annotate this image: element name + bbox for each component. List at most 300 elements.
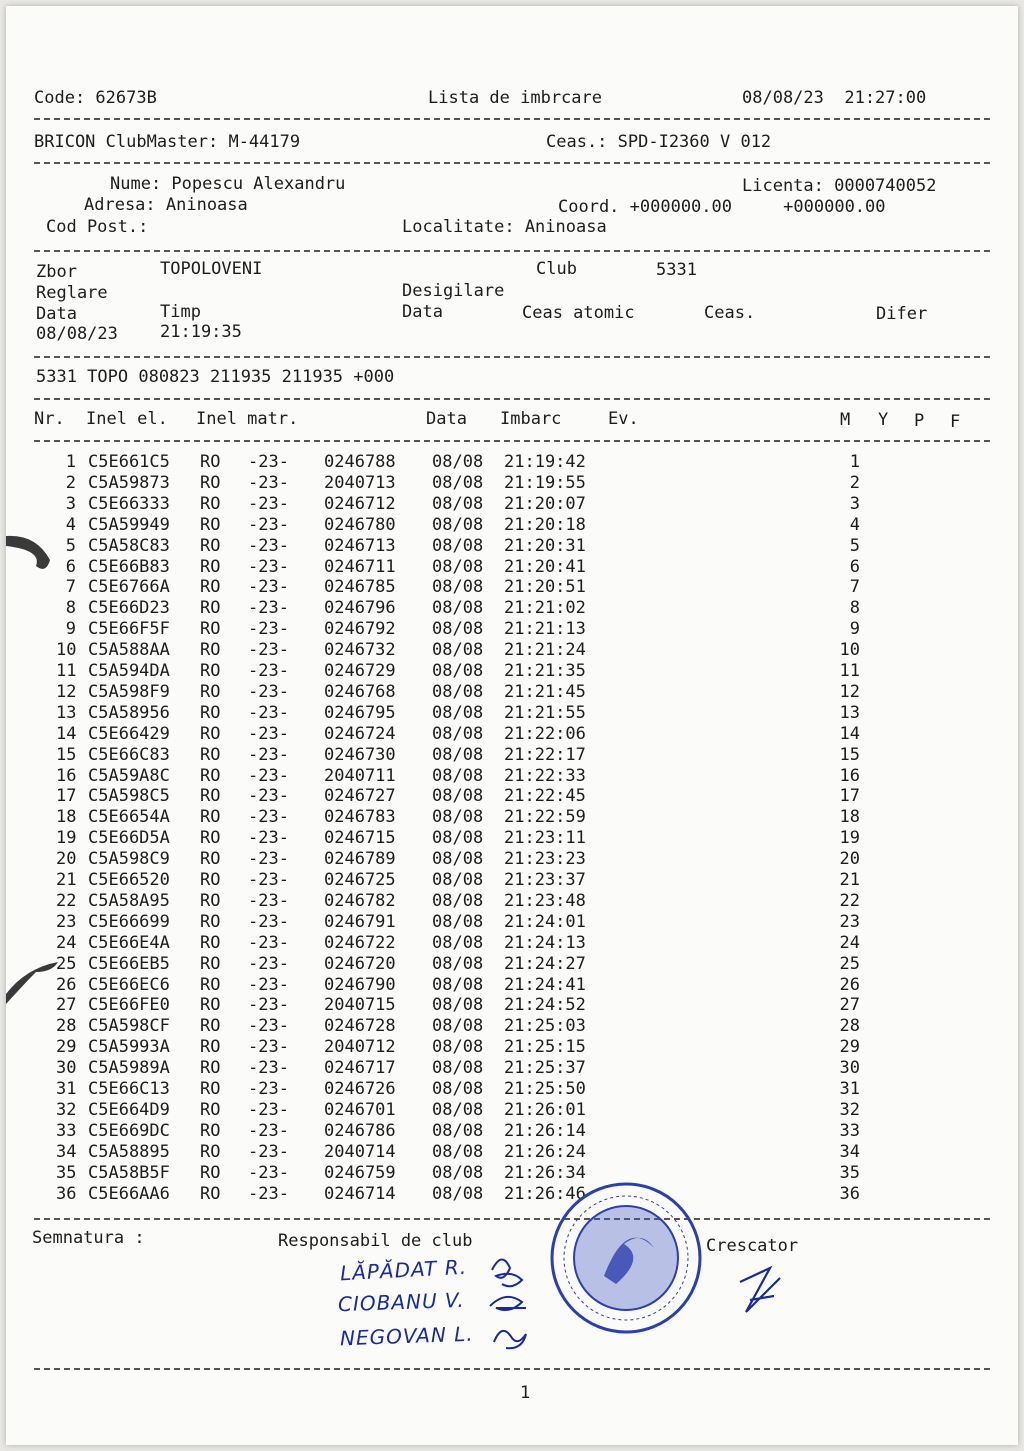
desigilare-data-label: Data [402,302,443,322]
ring-year: -23- [248,619,289,640]
m-rank: 7 [849,577,860,598]
electronic-ring: C5E66F5F [88,619,170,640]
ring-matriculation: 0246759 [324,1162,396,1183]
basket-time: 21:25:15 [504,1037,586,1058]
row-number: 36 [56,1183,77,1204]
row-number: 20 [56,849,77,870]
ring-matriculation: 0246715 [324,828,396,849]
ring-year: -23- [248,556,289,577]
basket-date: 08/08 [432,1120,484,1141]
ring-year: -23- [248,807,289,828]
basket-date: 08/08 [432,744,484,765]
ring-year: -23- [248,1162,289,1183]
m-rank: 15 [839,744,860,765]
owner-address: Adresa: Aninoasa [84,195,248,215]
ring-year: -23- [248,995,289,1016]
ring-year: -23- [248,786,289,807]
basket-time: 21:25:03 [504,1016,586,1037]
ring-matriculation: 0246790 [324,974,396,995]
ring-year: -23- [248,890,289,911]
ring-matriculation: 0246713 [324,535,396,556]
table-row [34,1163,994,1184]
table-row [34,849,994,870]
m-rank: 35 [839,1162,860,1183]
row-number: 12 [56,681,77,702]
m-rank: 31 [839,1079,860,1099]
electronic-ring: C5E66B83 [88,556,170,577]
club-label: Club [536,259,577,279]
electronic-ring: C5A598C9 [88,849,170,870]
col-header-m: M [840,410,851,430]
ring-country: RO [200,974,221,995]
row-number: 15 [56,744,77,765]
basket-date: 08/08 [432,681,484,702]
signature-scribbles [482,1250,552,1360]
ring-year: -23- [248,1120,289,1141]
ring-matriculation: 0246732 [324,640,396,661]
ring-country: RO [200,1120,221,1141]
table-row [34,682,994,703]
ring-country: RO [200,911,221,932]
electronic-ring: C5A59A8C [88,765,170,786]
binding-mark-icon [6,526,66,586]
m-rank: 29 [839,1037,860,1058]
m-rank: 11 [839,661,860,681]
ring-country: RO [200,890,221,911]
ring-matriculation: 0246788 [324,452,396,472]
electronic-ring: C5E66C13 [88,1079,170,1099]
table-row [34,1100,994,1121]
electronic-ring: C5A58C83 [88,535,170,556]
reglare-label: Reglare [36,283,108,303]
ring-matriculation: 2040711 [324,765,396,786]
col-header-inel-el: Inel el. [86,409,168,429]
basket-date: 08/08 [432,870,484,890]
ring-country: RO [200,1016,221,1037]
table-row [34,473,994,494]
club-value: 5331 [656,260,697,280]
ring-matriculation: 0246795 [324,702,396,723]
electronic-ring: C5E66333 [88,493,170,514]
m-rank: 3 [849,493,860,514]
basket-time: 21:22:17 [504,744,586,765]
table-row [34,619,994,640]
basket-time: 21:26:01 [504,1099,586,1120]
m-rank: 28 [839,1016,860,1037]
ring-matriculation: 0246791 [324,911,396,932]
ring-country: RO [200,1099,221,1120]
basket-date: 08/08 [432,702,484,723]
col-header-y: Y [878,410,889,430]
electronic-ring: C5E66EB5 [88,953,170,974]
basket-date: 08/08 [432,932,484,953]
ring-country: RO [200,535,221,556]
ring-matriculation: 2040713 [324,472,396,493]
ring-matriculation: 0246786 [324,1120,396,1141]
m-rank: 17 [839,786,860,807]
reglare-timp-label: Timp [160,302,201,322]
ring-country: RO [200,807,221,828]
ring-country: RO [200,1058,221,1079]
ring-country: RO [200,723,221,744]
table-row [34,870,994,891]
m-rank: 12 [839,681,860,702]
basket-time: 21:23:37 [504,870,586,890]
electronic-ring: C5E66520 [88,870,170,890]
ring-matriculation: 0246792 [324,619,396,640]
electronic-ring: C5E6766A [88,577,170,598]
handwritten-name-3: NEGOVAN L. [339,1321,475,1351]
desigilare-label: Desigilare [402,281,505,301]
document-title: Lista de imbrcare [428,88,602,108]
clubmaster-id: BRICON ClubMaster: M-44179 [34,132,301,152]
basket-time: 21:25:50 [504,1079,586,1099]
basket-time: 21:21:55 [504,702,586,723]
electronic-ring: C5A598C5 [88,786,170,807]
m-rank: 23 [839,911,860,932]
ring-matriculation: 0246712 [324,493,396,514]
col-header-nr: Nr. [34,409,65,429]
ring-year: -23- [248,765,289,786]
basket-time: 21:20:18 [504,514,586,535]
basket-date: 08/08 [432,1099,484,1120]
m-rank: 20 [839,849,860,870]
electronic-ring: C5A598F9 [88,681,170,702]
electronic-ring: C5E6654A [88,807,170,828]
ring-matriculation: 0246780 [324,514,396,535]
row-number: 29 [56,1037,77,1058]
basket-time: 21:21:35 [504,661,586,681]
basket-date: 08/08 [432,828,484,849]
ring-year: -23- [248,577,289,598]
ring-country: RO [200,849,221,870]
basket-date: 08/08 [432,472,484,493]
col-header-imbarc: Imbarc [500,409,562,429]
ring-country: RO [200,870,221,890]
ring-country: RO [200,619,221,640]
table-row [34,1037,994,1058]
ring-year: -23- [248,1141,289,1162]
electronic-ring: C5A58895 [88,1141,170,1162]
ring-matriculation: 0246728 [324,1016,396,1037]
ring-year: -23- [248,849,289,870]
ring-matriculation: 0246729 [324,661,396,681]
table-row [34,640,994,661]
row-number: 2 [65,472,76,493]
reglare-data-label: Data [36,304,77,324]
ring-matriculation: 0246701 [324,1099,396,1120]
ring-year: -23- [248,974,289,995]
row-number: 31 [56,1079,77,1099]
row-number: 11 [56,661,77,681]
electronic-ring: C5E66429 [88,723,170,744]
m-rank: 16 [839,765,860,786]
col-header-f: F [950,412,961,432]
basket-date: 08/08 [432,890,484,911]
table-row [34,494,994,515]
divider [34,440,990,442]
difference-label: Difer [876,304,928,324]
basket-time: 21:23:11 [504,828,586,849]
m-rank: 27 [839,995,860,1016]
page-number: 1 [520,1383,531,1403]
basket-date: 08/08 [432,493,484,514]
ring-year: -23- [248,1016,289,1037]
ring-matriculation: 0246720 [324,953,396,974]
ring-matriculation: 0246768 [324,681,396,702]
code-label: Code: 62673B [34,88,157,108]
m-rank: 1 [849,452,860,472]
ring-country: RO [200,514,221,535]
row-number: 1 [65,452,76,472]
ring-country: RO [200,1141,221,1162]
table-row [34,975,994,996]
divider [34,250,990,252]
row-number: 13 [56,702,77,723]
basket-date: 08/08 [432,1162,484,1183]
row-number: 9 [65,619,76,640]
electronic-ring: C5A5993A [88,1037,170,1058]
ring-matriculation: 0246727 [324,786,396,807]
row-number: 28 [56,1016,77,1037]
table-row [34,1184,994,1205]
clock-id: Ceas.: SPD-I2360 V 012 [546,132,772,152]
owner-license: Licenta: 0000740052 [742,176,937,196]
ring-year: -23- [248,1099,289,1120]
table-row [34,766,994,787]
basket-time: 21:21:45 [504,681,586,702]
row-number: 27 [56,995,77,1016]
basket-date: 08/08 [432,911,484,932]
m-rank: 22 [839,890,860,911]
ring-matriculation: 0246796 [324,598,396,619]
table-row [34,891,994,912]
basket-date: 08/08 [432,514,484,535]
m-rank: 26 [839,974,860,995]
basket-date: 08/08 [432,807,484,828]
basket-date: 08/08 [432,535,484,556]
basket-time: 21:22:59 [504,807,586,828]
table-row [34,724,994,745]
basket-date: 08/08 [432,1079,484,1099]
row-number: 17 [56,786,77,807]
m-rank: 24 [839,932,860,953]
print-datetime: 08/08/23 21:27:00 [742,88,927,108]
ring-year: -23- [248,1183,289,1204]
electronic-ring: C5E669DC [88,1120,170,1141]
ring-matriculation: 0246725 [324,870,396,890]
flight-value: TOPOLOVENI [160,259,263,279]
breeder-signature [730,1260,790,1324]
ring-matriculation: 2040712 [324,1037,396,1058]
electronic-ring: C5E66E4A [88,932,170,953]
basket-time: 21:26:24 [504,1141,586,1162]
divider [34,162,990,164]
basket-date: 08/08 [432,953,484,974]
m-rank: 36 [839,1183,860,1204]
table-row [34,954,994,975]
electronic-ring: C5E66C83 [88,744,170,765]
owner-locality: Localitate: Aninoasa [402,217,607,237]
m-rank: 30 [839,1058,860,1079]
ring-year: -23- [248,702,289,723]
col-header-inel-matr: Inel matr. [196,409,299,429]
m-rank: 5 [849,535,860,556]
basket-time: 21:26:34 [504,1162,586,1183]
ring-year: -23- [248,535,289,556]
basket-date: 08/08 [432,1141,484,1162]
basket-time: 21:20:31 [504,535,586,556]
row-number: 8 [65,598,76,619]
basket-time: 21:22:45 [504,786,586,807]
table-row [34,536,994,557]
basket-date: 08/08 [432,723,484,744]
ring-country: RO [200,932,221,953]
ring-year: -23- [248,953,289,974]
ring-year: -23- [248,472,289,493]
handwritten-name-1: LĂPĂDAT R. [339,1254,468,1286]
m-rank: 21 [839,870,860,890]
m-rank: 18 [839,807,860,828]
ring-country: RO [200,681,221,702]
clock-label: Ceas. [704,303,756,323]
row-number: 23 [56,911,77,932]
basket-date: 08/08 [432,786,484,807]
handwritten-name-2: CIOBANU V. [337,1287,466,1317]
row-number: 19 [56,828,77,849]
basket-date: 08/08 [432,556,484,577]
table-row [34,452,994,473]
ring-year: -23- [248,640,289,661]
basket-date: 08/08 [432,765,484,786]
electronic-ring: C5E661C5 [88,452,170,472]
table-row [34,912,994,933]
m-rank: 33 [839,1120,860,1141]
m-rank: 6 [849,556,860,577]
basket-time: 21:24:52 [504,995,586,1016]
ring-country: RO [200,702,221,723]
table-row [34,1079,994,1100]
ring-country: RO [200,765,221,786]
row-number: 5 [65,535,76,556]
ring-country: RO [200,1183,221,1204]
electronic-ring: C5E66D23 [88,598,170,619]
owner-coords: Coord. +000000.00 +000000.00 [558,197,886,217]
basket-time: 21:19:55 [504,472,586,493]
printed-page [6,6,1018,1445]
ring-country: RO [200,995,221,1016]
table-row [34,786,994,807]
m-rank: 32 [839,1099,860,1120]
ring-country: RO [200,744,221,765]
m-rank: 10 [839,640,860,661]
table-row [34,661,994,682]
ring-matriculation: 0246785 [324,577,396,598]
ring-year: -23- [248,681,289,702]
basket-time: 21:21:13 [504,619,586,640]
table-row [34,1058,994,1079]
ring-matriculation: 0246722 [324,932,396,953]
ring-matriculation: 0246711 [324,556,396,577]
basket-time: 21:22:33 [504,765,586,786]
row-number: 24 [56,932,77,953]
breeder-label: Crescator [706,1236,799,1256]
row-number: 14 [56,723,77,744]
basket-time: 21:23:48 [504,890,586,911]
ring-year: -23- [248,744,289,765]
row-number: 6 [65,556,76,577]
row-number: 22 [56,890,77,911]
ring-country: RO [200,452,221,472]
atomic-clock-label: Ceas atomic [522,303,635,323]
m-rank: 4 [849,514,860,535]
electronic-ring: C5A58B5F [88,1162,170,1183]
table-row [34,807,994,828]
table-row [34,1142,994,1163]
basket-date: 08/08 [432,640,484,661]
ring-year: -23- [248,452,289,472]
table-row [34,557,994,578]
electronic-ring: C5E66FE0 [88,995,170,1016]
basket-date: 08/08 [432,849,484,870]
row-number: 3 [65,493,76,514]
electronic-ring: C5E66EC6 [88,974,170,995]
electronic-ring: C5A588AA [88,640,170,661]
basket-date: 08/08 [432,1058,484,1079]
basket-date: 08/08 [432,974,484,995]
ring-country: RO [200,1037,221,1058]
ring-country: RO [200,953,221,974]
basket-time: 21:24:27 [504,953,586,974]
electronic-ring: C5A59873 [88,472,170,493]
table-row [34,1121,994,1142]
ring-matriculation: 2040715 [324,995,396,1016]
electronic-ring: C5A58956 [88,702,170,723]
ring-country: RO [200,472,221,493]
row-number: 21 [56,870,77,890]
basket-date: 08/08 [432,452,484,472]
owner-name: Nume: Popescu Alexandru [110,174,346,194]
basket-time: 21:21:24 [504,640,586,661]
electronic-ring: C5E66D5A [88,828,170,849]
flight-label: Zbor [36,262,77,282]
row-number: 34 [56,1141,77,1162]
ring-matriculation: 0246714 [324,1183,396,1204]
electronic-ring: C5E66699 [88,911,170,932]
ring-country: RO [200,598,221,619]
ring-country: RO [200,1162,221,1183]
basket-date: 08/08 [432,1037,484,1058]
table-row [34,598,994,619]
basket-date: 08/08 [432,1183,484,1204]
ring-matriculation: 0246782 [324,890,396,911]
ring-matriculation: 0246724 [324,723,396,744]
ring-country: RO [200,577,221,598]
ring-year: -23- [248,828,289,849]
row-number: 33 [56,1120,77,1141]
divider [34,1218,990,1220]
table-row [34,515,994,536]
m-rank: 2 [849,472,860,493]
basket-date: 08/08 [432,619,484,640]
basket-time: 21:19:42 [504,452,586,472]
ring-country: RO [200,493,221,514]
row-number: 35 [56,1162,77,1183]
basket-date: 08/08 [432,995,484,1016]
reglare-time-value: 21:19:35 [160,322,242,342]
ring-year: -23- [248,911,289,932]
club-stamp-icon [546,1178,706,1338]
